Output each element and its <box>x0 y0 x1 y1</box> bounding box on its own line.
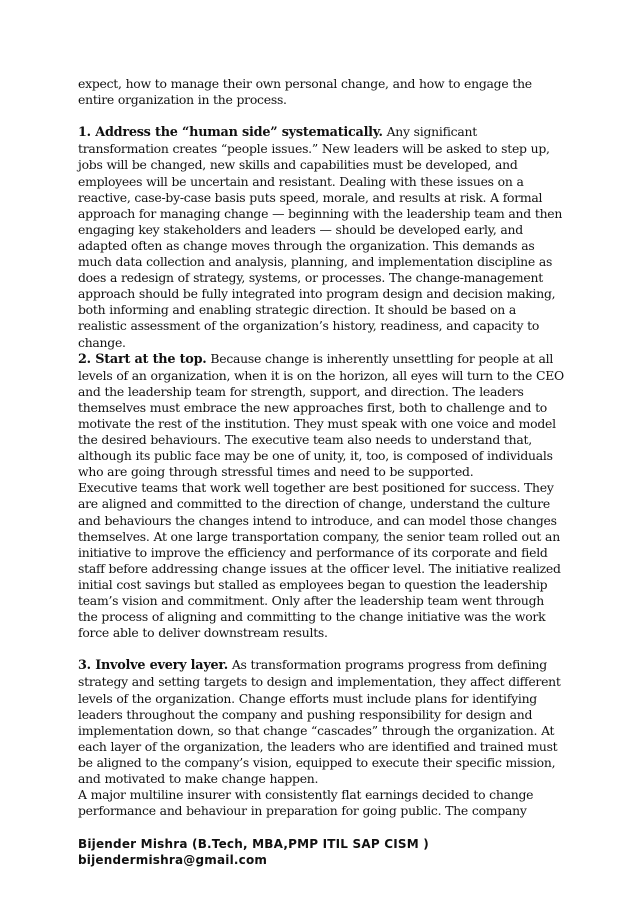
section-3-body: As transformation programs progress from defining strategy and setting targets to design and implementation, they affect different levels of the organization. Change efforts must include plans for identifying leaders throughout the company and pushing responsibility for design and implementation down, so that change “cascades” through the organization. At each layer of the organization, the leaders who are identified and trained must be aligned to the company’s vision, equipped to execute their specific mission, and motivated to make change happen. <box>78 657 561 787</box>
section-3-continuation: A major multiline insurer with consistently flat earnings decided to change performance and behaviour in preparation for going public. The company <box>78 787 534 819</box>
paragraph-gap <box>78 108 564 124</box>
section-2-heading: 2. Start at the top. <box>78 351 207 367</box>
footer-email: bijendermishra@gmail.com <box>78 853 268 867</box>
footer-author: Bijender Mishra (B.Tech, MBA,PMP ITIL SAP CISM ) <box>78 837 429 851</box>
section-2-body: Because change is inherently unsettling for people at all levels of an organization, when it is on the horizon, all eyes will turn to the CEO and the leadership team for strength, support, and direction. The leaders themselves must embrace the new approaches first, both to challenge and to motivate the rest of the institution. They must speak with one voice and model the desired behaviours. The executive team also needs to understand that, although its public face may be one of unity, it, too, is composed of individuals who are going through stressful times and need to be supported. <box>78 350 564 480</box>
intro-paragraph: expect, how to manage their own personal change, and how to engage the entire organization in the process. <box>78 76 532 108</box>
section-2-paragraph <box>78 351 564 481</box>
section-1-heading: 1. Address the “human side” systematically. <box>78 125 383 141</box>
section-3-paragraph <box>78 657 564 787</box>
section-3-heading: 3. Involve every layer. <box>78 658 228 674</box>
document-body <box>78 76 564 819</box>
paragraph-gap <box>78 641 564 657</box>
section-2-continuation: Executive teams that work well together are best positioned for success. They are aligned and committed to the direction of change, understand the culture and behaviours the changes intend to introduce, and can model those changes themselves. At one large transportation company, the senior team rolled out an initiative to improve the efficiency and performance of its corporate and field staff before addressing change issues at the officer level. The initiative realized initial cost savings but stalled as employees began to question the leadership team’s vision and commitment. Only after the leadership team went through the process of aligning and committing to the change initiative was the work force able to deliver downstream results. <box>78 480 561 641</box>
page-footer <box>78 836 429 868</box>
section-1-paragraph <box>78 124 564 350</box>
section-1-body: Any significant transformation creates “people issues.” New leaders will be asked to step up, jobs will be changed, new skills and capabilities must be developed, and employees will be uncertain and resistant. Dealing with these issues on a reactive, case-by-case basis puts speed, morale, and results at risk. A formal approach for managing change — beginning with the leadership team and then engaging key stakeholders and leaders — should be developed early, and adapted often as change moves through the organization. This demands as much data collection and analysis, planning, and implementation discipline as does a redesign of strategy, systems, or processes. The change-management approach should be fully integrated into program design and decision making, both informing and enabling strategic direction. It should be based on a realistic assessment of the organization’s history, readiness, and capacity to change. <box>78 124 563 350</box>
